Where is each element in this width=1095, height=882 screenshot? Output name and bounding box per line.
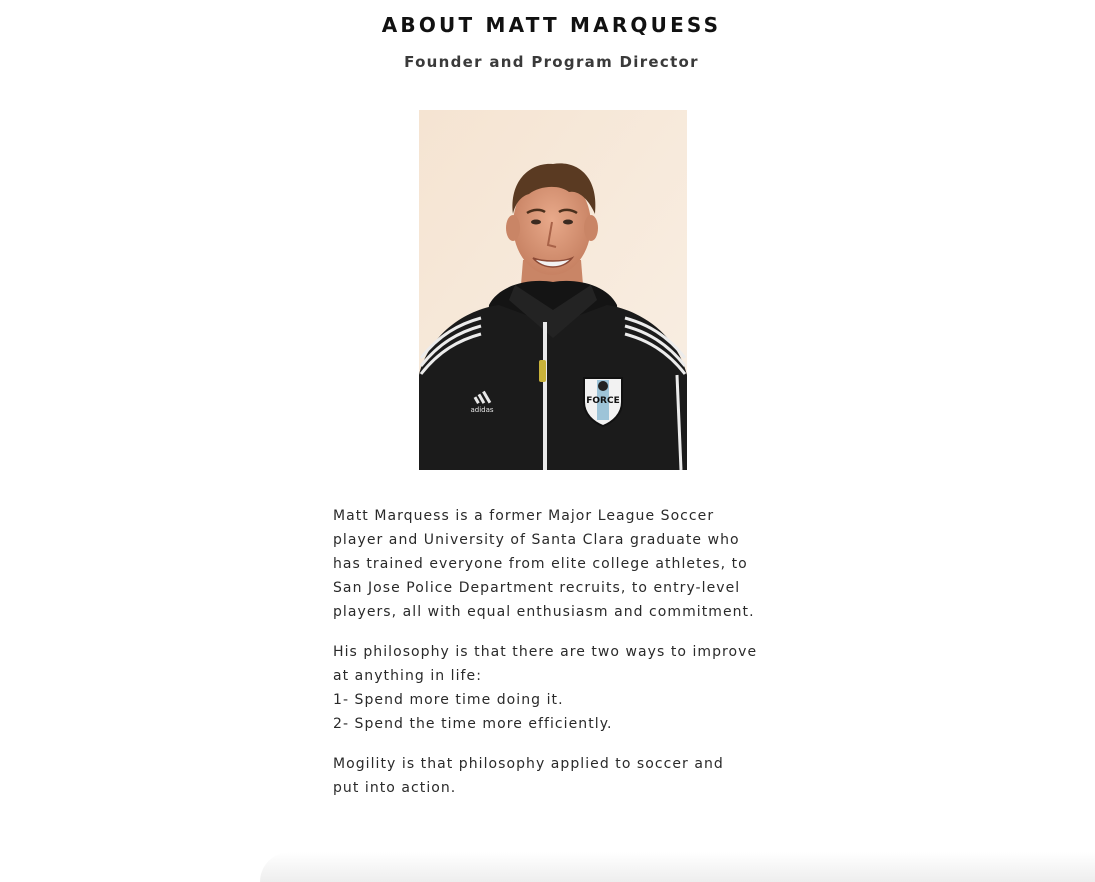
bio-line: Mogility is that philosophy applied to soccer and: [333, 756, 724, 772]
jacket-brand-text: adidas: [470, 406, 494, 414]
bio-paragraph-2: [333, 640, 783, 736]
bio-line: players, all with equal enthusiasm and commitment.: [333, 604, 755, 620]
bio-line: has trained everyone from elite college athletes, to: [333, 556, 748, 572]
bio-line: at anything in life:: [333, 668, 482, 684]
bio-line: 1- Spend more time doing it.: [333, 692, 564, 708]
portrait-photo: [419, 110, 687, 470]
bio-line: San Jose Police Department recruits, to entry-level: [333, 580, 741, 596]
bio-line: put into action.: [333, 780, 457, 796]
page-subtitle: Founder and Program Director: [404, 53, 699, 71]
crest-text: FORCE: [586, 396, 620, 406]
page-title: ABOUT MATT MARQUESS: [381, 13, 722, 37]
footer-shadow: [260, 852, 1095, 882]
bio-paragraph-1: [333, 504, 783, 624]
bio-text: [333, 504, 783, 816]
bio-line: player and University of Santa Clara graduate who: [333, 532, 740, 548]
bio-line: Matt Marquess is a former Major League Soccer: [333, 508, 715, 524]
bio-paragraph-3: [333, 752, 783, 800]
bio-line: 2- Spend the time more efficiently.: [333, 716, 613, 732]
bio-line: His philosophy is that there are two ways to improve: [333, 644, 758, 660]
